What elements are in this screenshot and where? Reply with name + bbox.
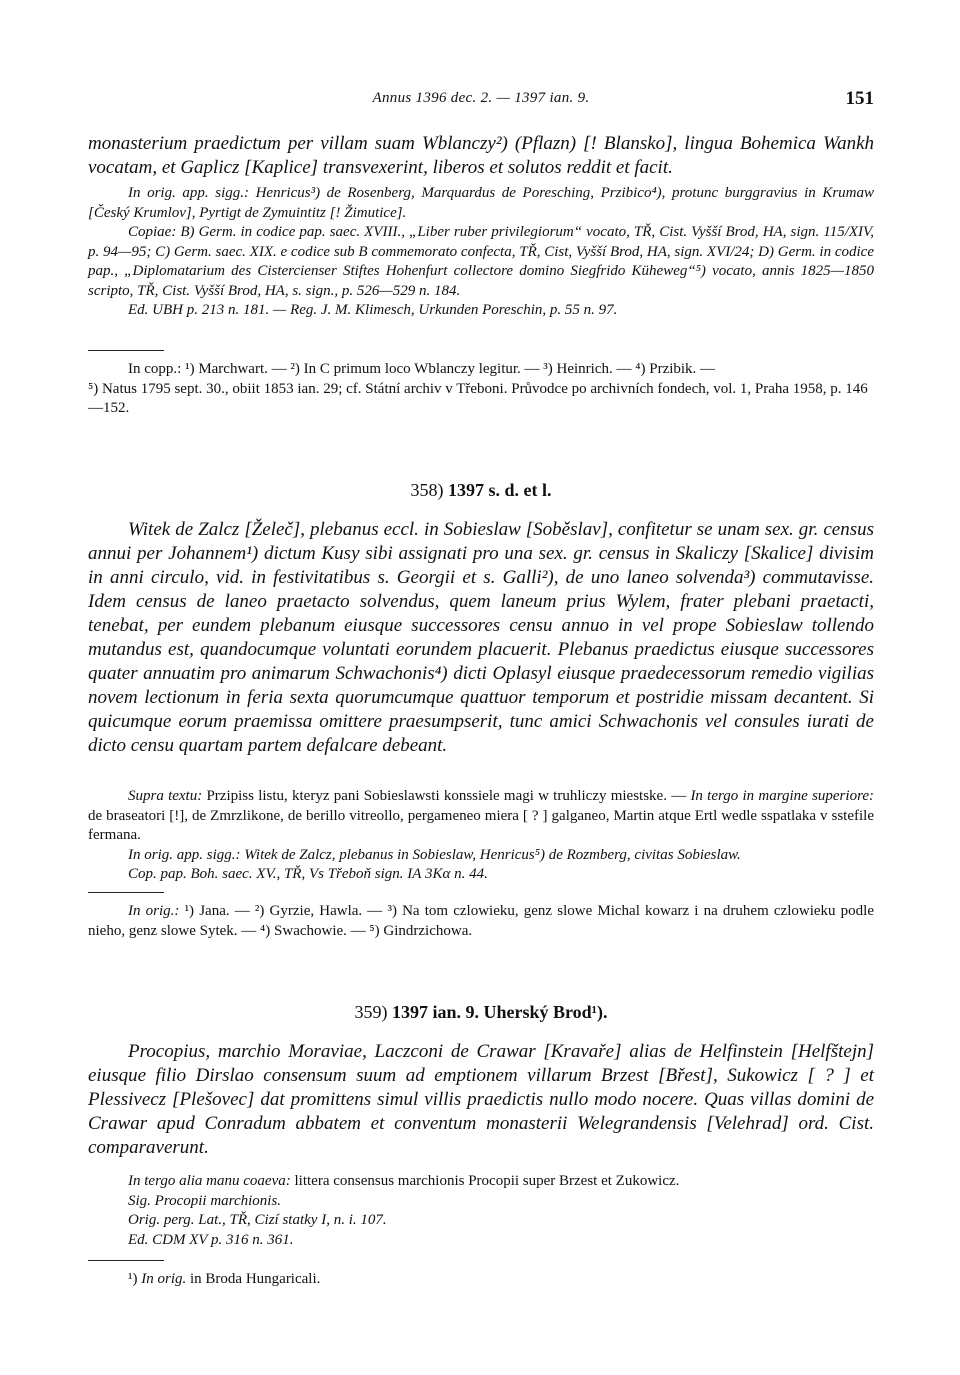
doc358-footnotes-label: In orig.: bbox=[128, 903, 180, 919]
footnote-separator bbox=[88, 892, 164, 893]
doc359-tergo-label: In tergo alia manu coaeva: bbox=[128, 1173, 291, 1189]
doc359-heading bbox=[88, 1002, 874, 1023]
doc357-editions: Ed. UBH p. 213 n. 181. — Reg. J. M. Klimesch, Urkunden Poreschin, p. 55 n. 97. bbox=[128, 302, 618, 318]
doc359-footnote-text: in Broda Hungaricali. bbox=[190, 1271, 321, 1287]
doc357-apparatus bbox=[88, 184, 874, 321]
doc357-footnotes bbox=[88, 360, 874, 419]
page-header bbox=[88, 88, 874, 112]
doc358-tergo-label: In tergo in margine superiore: bbox=[690, 788, 875, 804]
doc358-date: 1397 s. d. et l. bbox=[448, 480, 552, 500]
page-number: 151 bbox=[845, 88, 874, 109]
doc358-seals: In orig. app. sigg.: Witek de Zalcz, plebanus in Sobieslaw, Henricus⁵) de Rozmberg, civitas Sobieslaw. bbox=[128, 846, 741, 863]
doc358-text-block bbox=[88, 518, 874, 758]
doc358-footnotes bbox=[88, 902, 874, 941]
doc358-text: Witek de Zalcz [Želeč], plebanus eccl. in Sobieslaw [Soběslav], confitetur se unam sex. gr. census annui per Johannem¹) dictum Kusy sibi assignati pro una sex. gr. census in Skaliczy [Skalice] divisim in anni circulo, vid. in festivitatibus s. Georgii et s. Galli²), de uno laneo solvenda³) commutavisse. Idem census de laneo praetacto solvendus, quem laneum prius Wylem, frater plebani praetacti, tenebat, per eundem plebanum eiusque successores censu annuo in vel prope Sobieslaw tollendo mutandus est, quandocumque voluntati eorundem placuerit. Plebanus praedictus eiusque successores quater annuatim pro animarum Schwachonis⁴) dicti Oplasyl eiusque praedecessorum remedio vigilias novem lectionum in feria sexta quorumcumque quattuor temporum et postridie missam decantent. Si quicumque eorum praemissa omittere praesumpserit, tunc amici Schwachonis vel consules iurati de dicto censu quartam partem defalcare debeant. bbox=[88, 519, 874, 756]
doc359-footnote-label: In orig. bbox=[141, 1271, 187, 1287]
running-head: Annus 1396 dec. 2. — 1397 ian. 9. bbox=[372, 90, 590, 106]
footnote-separator bbox=[88, 1260, 164, 1261]
doc359-orig: Orig. perg. Lat., TŘ, Cizí statky I, n. i. 107. bbox=[128, 1212, 387, 1228]
doc359-date: 1397 ian. 9. Uherský Brod¹). bbox=[391, 1002, 608, 1022]
doc357-footnotes-line-1: In copp.: ¹) Marchwart. — ²) In C primum loco Wblanczy legitur. — ³) Heinrich. — ⁴) Przibik. — bbox=[128, 361, 716, 377]
doc358-copy: Cop. pap. Boh. saec. XV., TŘ, Vs Třeboň sign. IA 3Kα n. 44. bbox=[128, 866, 488, 882]
doc359-apparatus bbox=[88, 1172, 874, 1250]
doc358-tergo-text: de braseatori [!], de Zmrzlikone, de berillo vitreollo, pergameneo miera [ ? ] galganeo, Martin atque Ertl wedle sspatlaka v sstefile fermana. bbox=[88, 807, 874, 843]
doc358-footnotes-body: ¹) Jana. — ²) Gyrzie, Hawla. — ³) Na tom czlowieku, genz slowe Michal kowarz i na druhem czlowieku podle nieho, genz slowe Sytek. — ⁴) Swachowie. — ⁵) Gindrzichowa. bbox=[88, 903, 875, 939]
doc357-text: monasterium praedictum per villam suam Wblanczy²) (Pflazn) [! Blansko], lingua Bohemica Wankh vocatam, et Gaplicz [Kaplice] transvexerint, liberos et solutos reddit et facit. bbox=[88, 133, 874, 178]
doc357-copies: Copiae: B) Germ. in codice pap. saec. XVIII., „Liber ruber privilegiorum“ vocato, TŘ, Cist. Vyšší Brod, HA, sign. 115/XIV, p. 94—95; C) Germ. saec. XIX. e codice sub B commemorato confecta, TŘ, Cist, Vyšší Brod, HA, sign. XVI/24; D) Germ. in codice pap., „Diplomatarium des Cistercienser Stiftes Hohenfurt collectore domino Siegfrido Küheweg“⁵) vocato, annis 1825—1850 scripto, TŘ, Cist. Vyšší Brod, HA, s. sign., p. 526—529 n. 184. bbox=[88, 224, 874, 299]
doc358-number: 358) bbox=[410, 480, 444, 500]
doc359-number: 359) bbox=[354, 1002, 388, 1022]
doc358-heading bbox=[88, 480, 874, 501]
doc358-supra-text: Przipiss listu, kteryz pani Sobieslawsti konssiele magi w truhliczy miestske. — bbox=[206, 788, 687, 804]
footnote-separator bbox=[88, 350, 164, 351]
doc359-text-block bbox=[88, 1040, 874, 1160]
doc359-sig: Sig. Procopii marchionis. bbox=[128, 1192, 282, 1209]
doc359-ed: Ed. CDM XV p. 316 n. 361. bbox=[128, 1231, 294, 1248]
doc359-footnote: ¹) In orig. in Broda Hungaricali. bbox=[128, 1271, 321, 1287]
doc359-text: Procopius, marchio Moraviae, Laczconi de Crawar [Kravaře] alias de Helfinstein [Helfštejn] eiusque filio Dirslao consensum suum ad emptionem villarum Brzest [Břest], Sukowicz [ ? ] et Plessivecz [Plešovec] dat promittens simul villis praedictis nullo modo nocere. Quas villas domini de Crawar apud Conradum abbatem et conventum monasterii Welegrandensis [Velehrad] ord. Cist. comparaverunt. bbox=[88, 1041, 874, 1158]
doc357-seals: In orig. app. sigg.: Henricus³) de Rosenberg, Marquardus de Poresching, Przibico⁴), protunc burggravius in Krumaw [Český Krumlov], Pyrtigt de Zymuintitz [! Žimutice]. bbox=[88, 185, 874, 221]
doc357-text-block bbox=[88, 132, 874, 180]
doc359-footnotes bbox=[88, 1270, 874, 1290]
doc357-footnotes-line-2: ⁵) Natus 1795 sept. 30., obiit 1853 ian. 29; cf. Státní archiv v Třeboni. Průvodce po archivních fondech, vol. 1, Praha 1958, p. 146—152. bbox=[88, 380, 868, 416]
doc359-tergo bbox=[88, 1172, 874, 1192]
doc358-supra-label: Supra textu: bbox=[128, 788, 203, 804]
doc358-supra bbox=[88, 787, 874, 846]
doc358-footnotes-text bbox=[88, 902, 874, 941]
doc358-apparatus bbox=[88, 787, 874, 885]
doc359-tergo-text: littera consensus marchionis Procopii super Brzest et Zukowicz. bbox=[294, 1173, 680, 1189]
